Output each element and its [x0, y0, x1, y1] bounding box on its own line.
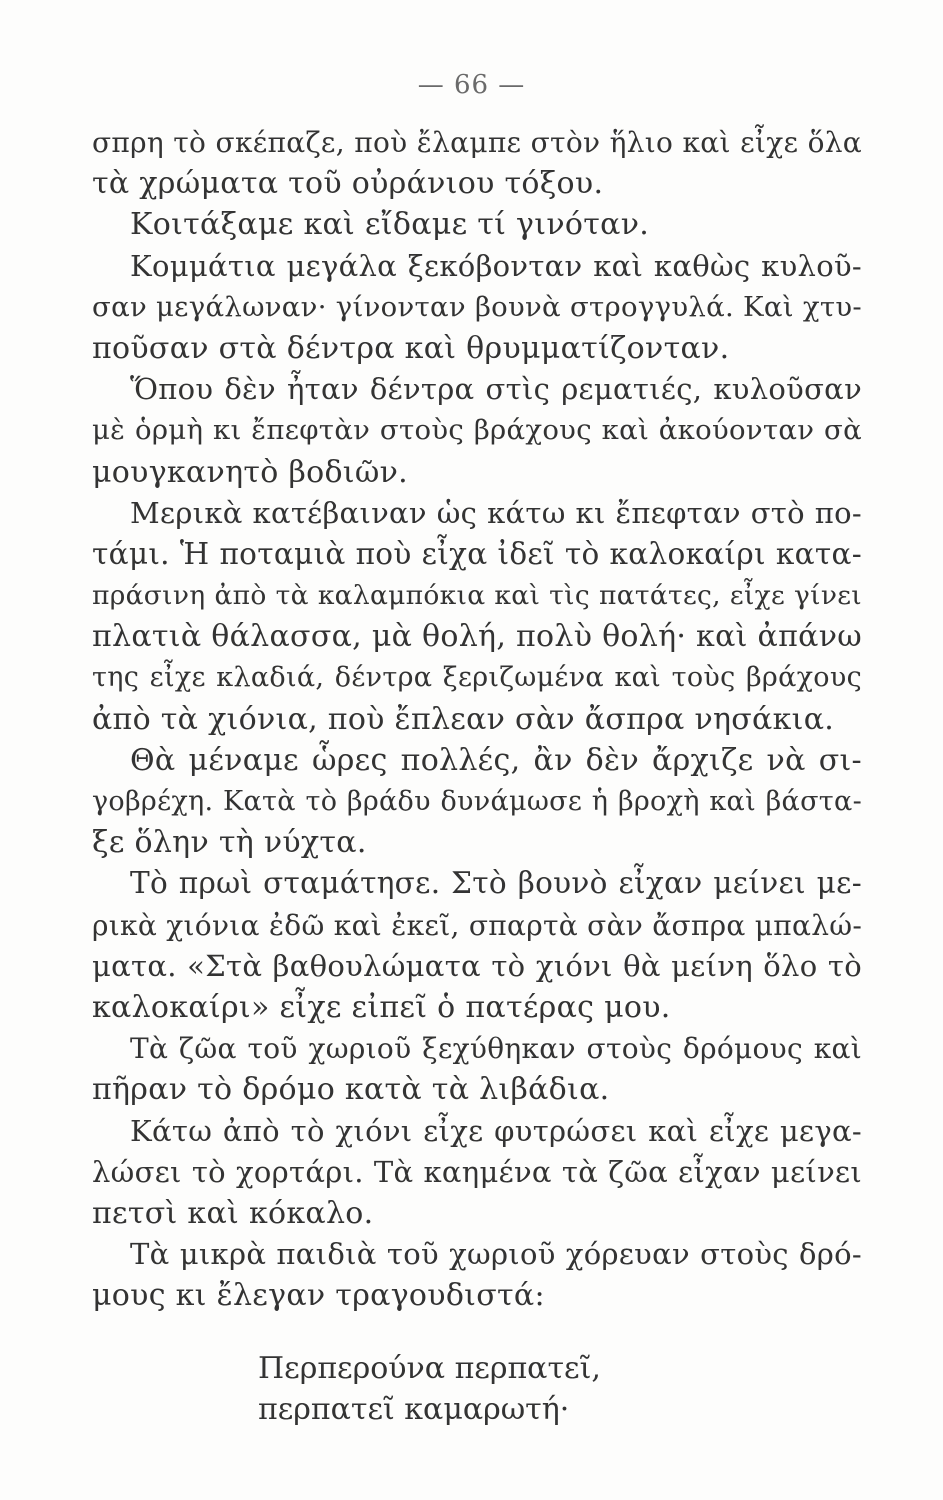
- text-line: Τὰ ζῶα τοῦ χωριοῦ ξεχύθηκαν στοὺς δρόμους καὶ: [130, 1032, 862, 1066]
- text-line: λώσει τὸ χορτάρι. Τὰ καημένα τὰ ζῶα εἶχαν μείνει: [92, 1154, 862, 1189]
- text-line: πετσὶ καὶ κόκαλο.: [92, 1195, 374, 1231]
- text-line: ἀπὸ τὰ χιόνια, ποὺ ἔπλεαν σὰν ἄσπρα νησάκια.: [92, 701, 835, 737]
- body-text: [92, 122, 862, 1316]
- text-line: γοβρέχη. Κατὰ τὸ βράδυ δυνάμωσε ἡ βροχὴ καὶ βάστα-: [92, 786, 862, 817]
- text-line: Τὸ πρωὶ σταμάτησε. Στὸ βουνὸ εἶχαν μείνει με-: [130, 866, 862, 901]
- text-line: Κάτω ἀπὸ τὸ χιόνι εἶχε φυτρώσει καὶ εἶχε μεγα-: [130, 1113, 862, 1148]
- text-line: τάμι. Ἡ ποταμιὰ ποὺ εἶχα ἰδεῖ τὸ καλοκαίρι κατα-: [92, 536, 862, 571]
- page-number: — 66 —: [417, 70, 526, 100]
- text-line: Κοιτάξαμε καὶ εἴδαμε τί γινόταν.: [130, 207, 650, 243]
- text-line: μουγκανητὸ βοδιῶν.: [92, 454, 409, 490]
- text-line: μους κι ἔλεγαν τραγουδιστά:: [92, 1278, 545, 1314]
- text-line: καλοκαίρι» εἶχε εἰπεῖ ὁ πατέρας μου.: [92, 989, 671, 1025]
- text-line: πλατιὰ θάλασσα, μὰ θολή, πολὺ θολή· καὶ ἀπάνω: [92, 619, 862, 655]
- text-line: ποῦσαν στὰ δέντρα καὶ θρυμματίζονταν.: [92, 330, 730, 366]
- text-line: Κομμάτια μεγάλα ξεκόβονταν καὶ καθὼς κυλοῦ-: [130, 248, 862, 283]
- text-line: Ὅπου δὲν ἦταν δέντρα στὶς ρεματιές, κυλοῦσαν: [130, 372, 862, 407]
- text-line: πράσινη ἀπὸ τὰ καλαμπόκια καὶ τὶς πατάτες, εἶχε γίνει: [92, 580, 862, 612]
- verse-line: Περπερούνα περπατεῖ,: [258, 1351, 601, 1386]
- text-line: ρικὰ χιόνια ἐδῶ καὶ ἐκεῖ, σπαρτὰ σὰν ἄσπρα μπαλώ-: [92, 908, 863, 942]
- text-line: πῆραν τὸ δρόμο κατὰ τὰ λιβάδια.: [92, 1072, 610, 1108]
- text-line: Τὰ μικρὰ παιδιὰ τοῦ χωριοῦ χόρευαν στοὺς δρό-: [130, 1237, 862, 1272]
- text-line: Μερικὰ κατέβαιναν ὡς κάτω κι ἔπεφταν στὸ πο-: [130, 495, 862, 530]
- text-line: Θὰ μέναμε ὧρες πολλές, ἂν δὲν ἄρχιζε νὰ σι-: [130, 742, 862, 778]
- text-line: μὲ ὁρμὴ κι ἔπεφτὰν στοὺς βράχους καὶ ἀκούονταν σὰ: [92, 414, 862, 447]
- verse-line: περπατεῖ καμαρωτή·: [258, 1392, 570, 1427]
- text-line: ξε ὅλην τὴ νύχτα.: [92, 825, 367, 861]
- text-line: ματα. «Στὰ βαθουλώματα τὸ χιόνι θὰ μείνη ὅλο τὸ: [92, 948, 862, 983]
- text-line: σπρη τὸ σκέπαζε, ποὺ ἔλαμπε στὸν ἥλιο καὶ εἶχε ὅλα: [92, 126, 862, 159]
- text-line: σαν μεγάλωναν· γίνονταν βουνὰ στρογγυλά. Καὶ χτυ-: [92, 290, 862, 323]
- verse-block: [0, 1348, 943, 1430]
- text-line: της εἶχε κλαδιά, δέντρα ξεριζωμένα καὶ τοὺς βράχους: [92, 662, 862, 694]
- text-line: τὰ χρώματα τοῦ οὐράνιου τόξου.: [92, 166, 604, 202]
